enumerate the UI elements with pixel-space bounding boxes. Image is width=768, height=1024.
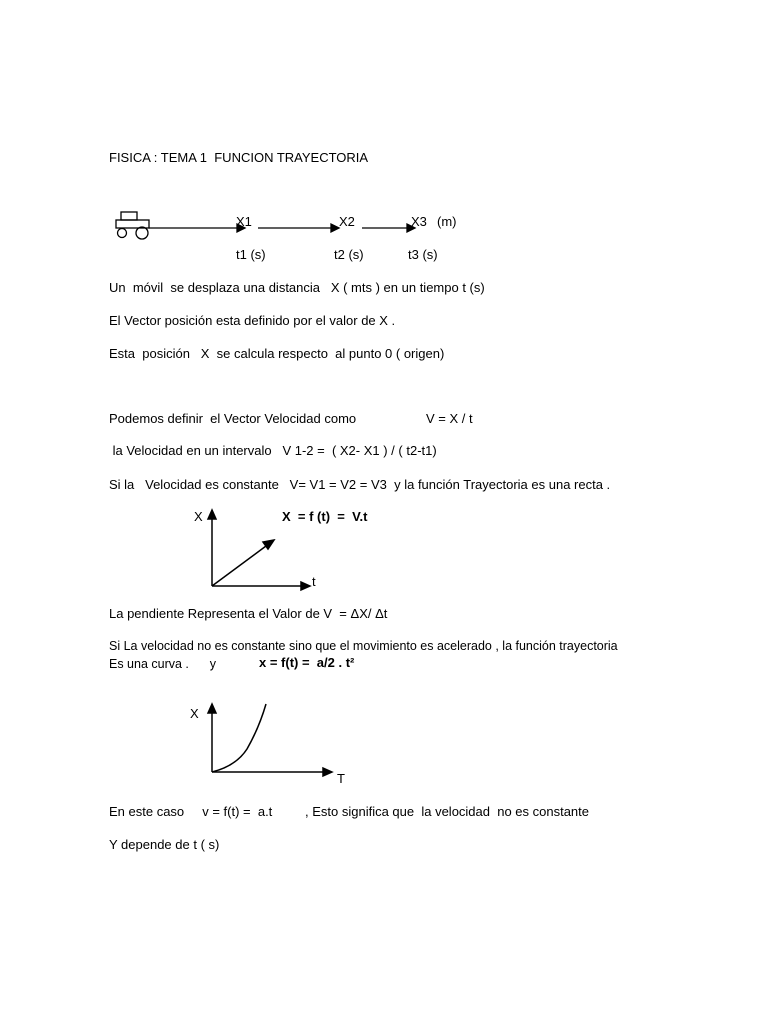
text-line-9: Es una curva . y bbox=[109, 657, 216, 671]
text-line-6: Si la Velocidad es constante V= V1 = V2 = V3 y la función Trayectoria es una recta . bbox=[109, 477, 611, 492]
graph2-curve bbox=[212, 704, 266, 772]
label-t1: t1 (s) bbox=[236, 247, 266, 262]
graph2-x-label: T bbox=[337, 771, 345, 786]
text-line-10: En este caso v = f(t) = a.t bbox=[109, 804, 273, 819]
velocity-formula: V = X / t bbox=[426, 411, 473, 426]
text-line-1: Un móvil se desplaza una distancia X ( mts ) en un tiempo t (s) bbox=[109, 280, 485, 295]
page-title: FISICA : TEMA 1 FUNCION TRAYECTORIA bbox=[109, 150, 369, 165]
graph1-formula: X = f (t) = V.t bbox=[282, 509, 368, 524]
graph1-y-label: X bbox=[194, 509, 203, 524]
text-line-2: El Vector posición esta definido por el valor de X . bbox=[109, 313, 396, 328]
graph1-x-label: t bbox=[312, 574, 316, 589]
text-line-4: Podemos definir el Vector Velocidad como bbox=[109, 411, 357, 426]
label-x3: X3 bbox=[411, 214, 427, 229]
label-t2: t2 (s) bbox=[334, 247, 364, 262]
graph2-y-label: X bbox=[190, 706, 199, 721]
label-t3: t3 (s) bbox=[408, 247, 438, 262]
graph2-x-arrowhead bbox=[323, 768, 332, 776]
text-line-3: Esta posición X se calcula respecto al punto 0 ( origen) bbox=[109, 346, 445, 361]
label-unit-m: (m) bbox=[437, 214, 457, 229]
graph2-y-arrowhead bbox=[208, 704, 216, 713]
text-line-11: Y depende de t ( s) bbox=[109, 837, 220, 852]
text-line-7: La pendiente Representa el Valor de V = ΔX/ Δt bbox=[109, 606, 388, 621]
position-formula: x = f(t) = a/2 . t² bbox=[259, 655, 355, 670]
label-x2: X2 bbox=[339, 214, 355, 229]
text-line-10-continued: , Esto significa que la velocidad no es constante bbox=[305, 804, 590, 819]
label-x1: X1 bbox=[236, 214, 252, 229]
text-line-5: la Velocidad en un intervalo V 1-2 = ( X2- X1 ) / ( t2-t1) bbox=[109, 443, 437, 458]
text-line-8: Si La velocidad no es constante sino que el movimiento es acelerado , la función trayectoria bbox=[109, 639, 618, 653]
